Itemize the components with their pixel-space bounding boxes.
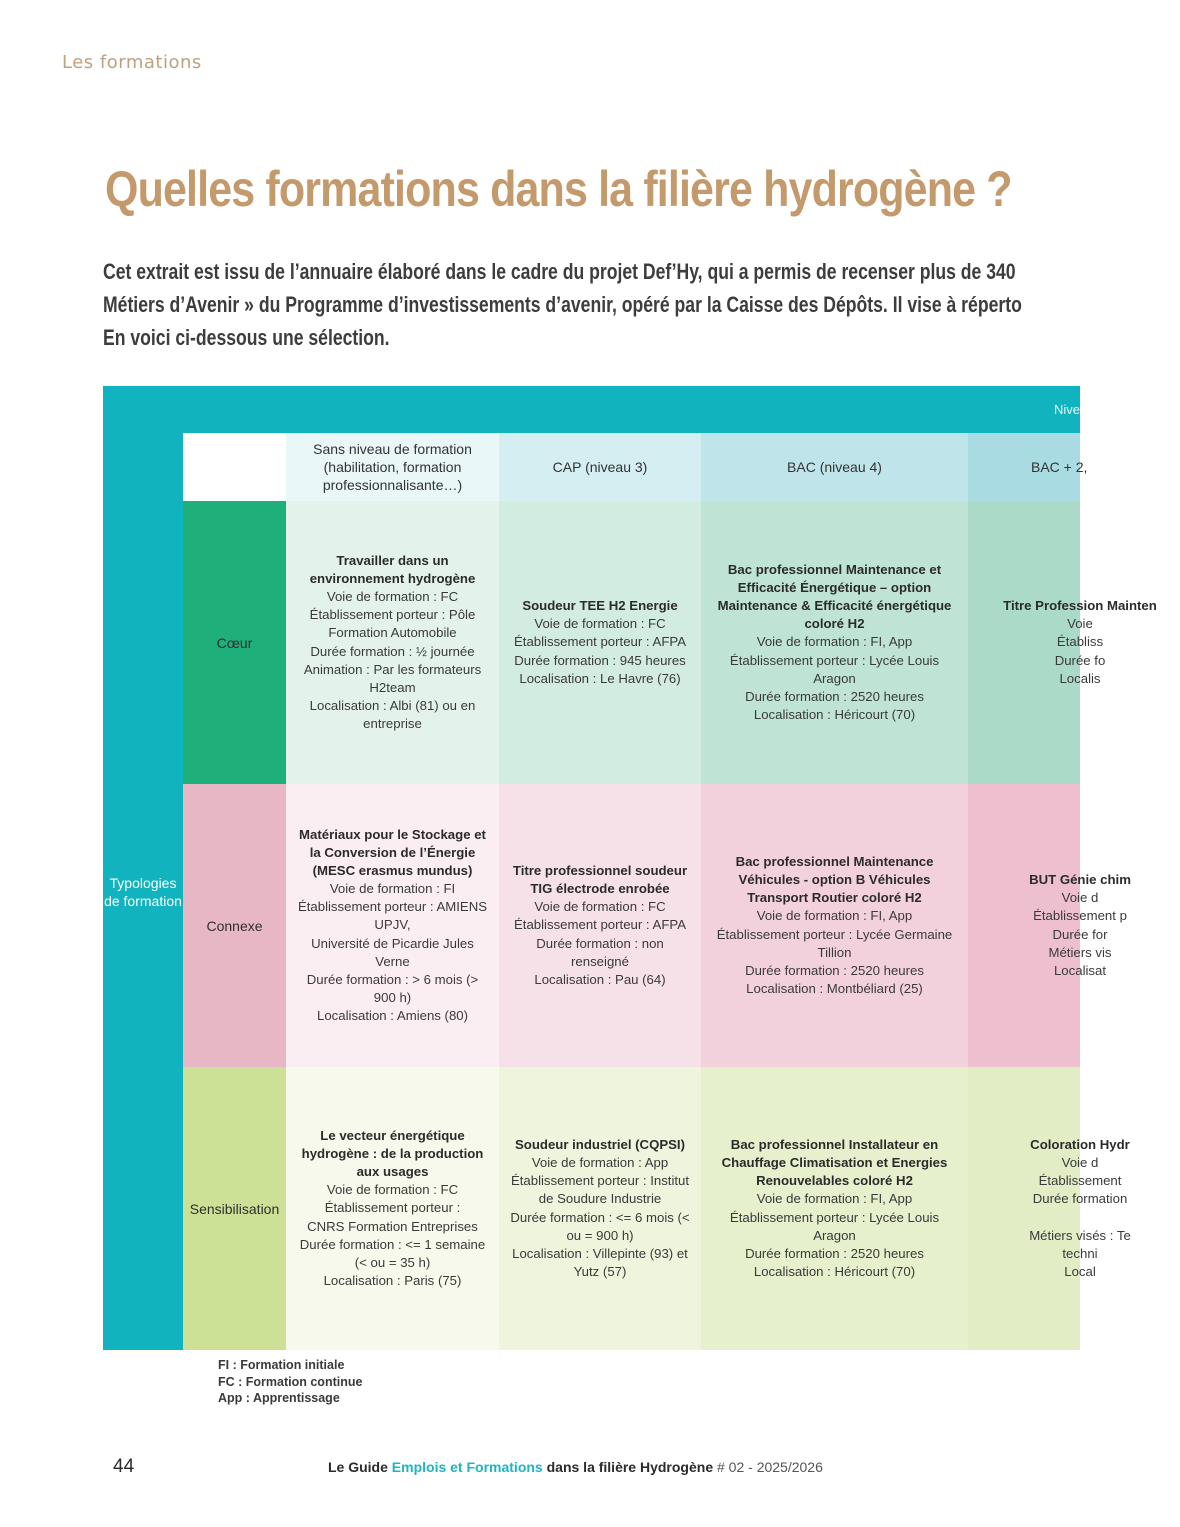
cell-title: BUT Génie chim [1029, 872, 1131, 888]
cell-content [508, 1136, 693, 1281]
intro-line: En voici ci-dessous une sélection. [103, 325, 390, 350]
cell-coeur-bac [701, 501, 968, 784]
intro-paragraph [103, 255, 1063, 354]
row-label-coeur [183, 501, 286, 784]
cell-line: CNRS Formation Entreprises [307, 1218, 478, 1234]
header-blank [183, 433, 286, 501]
cell-sensib-bac [701, 1067, 968, 1350]
cell-line: Voie [1067, 616, 1093, 632]
cell-line: Durée formation : 2520 heures [745, 962, 924, 978]
level-band-label: Nive [1053, 402, 1080, 417]
legend-item: FI : Formation initiale [218, 1358, 345, 1372]
cell-line: Voie de formation : App [531, 1155, 669, 1171]
cell-line: Établissement porteur : Lycée Louis Aragon [729, 1209, 940, 1243]
cell-line: Voie de formation : FI, App [756, 634, 913, 650]
cell-connexe-bac [701, 784, 968, 1067]
cell-title: Coloration Hydr [1030, 1137, 1130, 1153]
footer-accent: Emplois et Formations [391, 1459, 543, 1475]
legend-item: App : Apprentissage [218, 1391, 340, 1405]
cell-line: Localis [1059, 670, 1101, 686]
cell-content [510, 597, 690, 687]
cell-line: Établissement porteur : AMIENS UPJV, [297, 899, 488, 933]
row-label-text: Sensibilisation [189, 1200, 280, 1217]
cell-line: Durée formation : 2520 heures [745, 1245, 924, 1261]
cell-line: Localisation : Le Havre (76) [519, 670, 681, 686]
cell-line: Localisation : Albi (81) ou en entreprise [309, 697, 476, 731]
cell-line: Voie de formation : FC [534, 616, 666, 632]
cell-line: Voie de formation : FC [326, 1182, 459, 1198]
cell-sensib-sans-niveau [286, 1067, 499, 1350]
cell-line: Localisation : Villepinte (93) et Yutz (57) [512, 1245, 688, 1279]
header-bac2 [968, 433, 1088, 501]
cell-title: Soudeur TEE H2 Energie [522, 598, 678, 614]
cell-content [710, 853, 960, 998]
cell-line: Établissement porteur : AFPA [513, 917, 686, 933]
cell-line: Établissement porteur : Pôle Formation Automobile [309, 607, 476, 641]
cell-line: Durée formation : non renseigné [536, 935, 664, 969]
page-number: 44 [113, 1456, 135, 1477]
cell-line: Durée formation : 2520 heures [745, 688, 924, 704]
header-label: CAP (niveau 3) [552, 459, 648, 475]
cell-line: Établissement porteur : Institut de Soudure Industrie [510, 1173, 690, 1207]
header-sans-niveau [286, 433, 499, 501]
typologies-column [103, 433, 183, 1350]
cell-line: Établissement p [1033, 908, 1127, 924]
cell-line: Établiss [1056, 634, 1104, 650]
cell-line: Université de Picardie Jules Verne [311, 935, 474, 969]
cell-content [510, 862, 690, 989]
cell-content [295, 826, 490, 1025]
formations-table [103, 386, 1157, 1350]
cell-line: Durée fo [1054, 652, 1106, 668]
cell-title: Matériaux pour le Stockage et la Conversion de l’Énergie (MESC erasmus mundus) [299, 826, 486, 879]
cell-connexe-sans-niveau [286, 784, 499, 1067]
intro-line: Métiers d’Avenir » du Programme d’investissements d’avenir, opéré par la Caisse des Dépôts. Il vise à réperto [103, 292, 1022, 317]
cell-line: Métiers visés : Te [1029, 1227, 1131, 1243]
cell-line: Durée formation : <= 6 mois (< ou = 900 h) [510, 1209, 690, 1243]
header-bac [701, 433, 968, 501]
cell-title: Titre Profession Mainten [1003, 598, 1157, 614]
cell-line: Localisation : Amiens (80) [317, 1007, 468, 1023]
cell-line: Établissement porteur : [324, 1200, 461, 1216]
cell-line: Établissement [1038, 1173, 1122, 1189]
cell-line: Voie d [1061, 1155, 1099, 1171]
cell-line: Localisation : Montbéliard (25) [746, 980, 923, 996]
cell-line: Établissement porteur : Lycée Germaine Tillion [716, 926, 953, 960]
legend-item: FC : Formation continue [218, 1374, 363, 1389]
cell-line [980, 1209, 1180, 1227]
cell-title: Bac professionnel Maintenance et Efficacité Énergétique – option Maintenance & Efficacité énergétique coloré H2 [717, 562, 952, 632]
header-label: Sans niveau de formation (habilitation, formation professionnalisante…) [313, 441, 472, 493]
cell-content [298, 1127, 488, 1290]
cell-line: Local [1064, 1263, 1096, 1279]
cell-line: Voie de formation : FC [326, 589, 459, 605]
typologies-label: Typologies de formation [104, 874, 182, 909]
header-label: BAC (niveau 4) [787, 459, 882, 475]
cell-connexe-bac2 [968, 784, 1131, 1067]
row-label-text: Cœur [216, 634, 253, 651]
cell-coeur-bac2 [968, 501, 1157, 784]
cell-line: Établissement porteur : Lycée Louis Aragon [729, 652, 940, 686]
cell-line: Voie de formation : FI, App [756, 908, 913, 924]
abbreviations-legend [218, 1357, 362, 1407]
cell-line: Durée formation : ½ journée [310, 643, 475, 659]
footer-guide-title [328, 1459, 823, 1475]
cell-title: Titre professionnel soudeur TIG électrode enrobée [512, 863, 688, 897]
row-label-sensibilisation [183, 1067, 286, 1350]
cell-content [980, 871, 1180, 980]
cell-line: Voie de formation : FI [329, 881, 456, 897]
cell-line: Durée formation : > 6 mois (> 900 h) [306, 971, 479, 1005]
cell-line: Voie de formation : FC [534, 899, 666, 915]
cell-content [709, 1136, 961, 1281]
intro-line: Cet extrait est issu de l’annuaire élaboré dans le cadre du projet Def’Hy, qui a permis de recenser plus de 340 [103, 259, 1016, 284]
cell-line: Voie d [1061, 890, 1099, 906]
cell-line: Localisation : Héricourt (70) [753, 1263, 916, 1279]
cell-sensib-bac2 [968, 1067, 1131, 1350]
cell-title: Travailler dans un environnement hydrogène [309, 553, 476, 587]
cell-line: Établissement porteur : AFPA [513, 634, 686, 650]
footer-prefix: Le Guide [328, 1459, 388, 1475]
row-label-connexe [183, 784, 286, 1067]
cell-line: Localisation : Héricourt (70) [753, 706, 916, 722]
cell-content [300, 552, 485, 733]
page-title: Quelles formations dans la filière hydrogène ? [105, 161, 1012, 217]
section-label: Les formations [62, 52, 202, 73]
row-label-text: Connexe [206, 917, 263, 934]
cell-line: Durée formation [1032, 1191, 1128, 1207]
cell-coeur-cap [499, 501, 701, 784]
footer-issue: # 02 - 2025/2026 [717, 1459, 823, 1475]
cell-connexe-cap [499, 784, 701, 1067]
cell-line: Métiers vis [1048, 944, 1112, 960]
cell-line: Localisat [1053, 962, 1107, 978]
cell-content [710, 561, 960, 724]
cell-line: Localisation : Paris (75) [323, 1272, 462, 1288]
cell-title: Bac professionnel Maintenance Véhicules - option B Véhicules Transport Routier coloré H2 [735, 854, 934, 906]
footer-suffix: dans la filière Hydrogène [546, 1459, 714, 1475]
cell-line: techni [1062, 1245, 1098, 1261]
level-band [103, 386, 1080, 433]
cell-line: Durée for [1052, 926, 1108, 942]
cell-title: Le vecteur énergétique hydrogène : de la production aux usages [301, 1128, 484, 1180]
cell-line: Voie de formation : FI, App [756, 1191, 913, 1207]
cell-line: Localisation : Pau (64) [534, 971, 666, 987]
cell-title: Bac professionnel Installateur en Chauffage Climatisation et Energies Renouvelables coloré H2 [721, 1137, 948, 1189]
cell-line: Durée formation : 945 heures [514, 652, 686, 668]
header-cap [499, 433, 701, 501]
cell-content [980, 597, 1180, 687]
cell-line: Durée formation : <= 1 semaine (< ou = 35 h) [299, 1236, 486, 1270]
cell-sensib-cap [499, 1067, 701, 1350]
cell-title: Soudeur industriel (CQPSI) [515, 1137, 685, 1153]
header-label: BAC + 2, [1031, 459, 1088, 475]
cell-line: Animation : Par les formateurs H2team [303, 661, 482, 695]
cell-coeur-sans-niveau [286, 501, 499, 784]
cell-content [980, 1136, 1180, 1281]
